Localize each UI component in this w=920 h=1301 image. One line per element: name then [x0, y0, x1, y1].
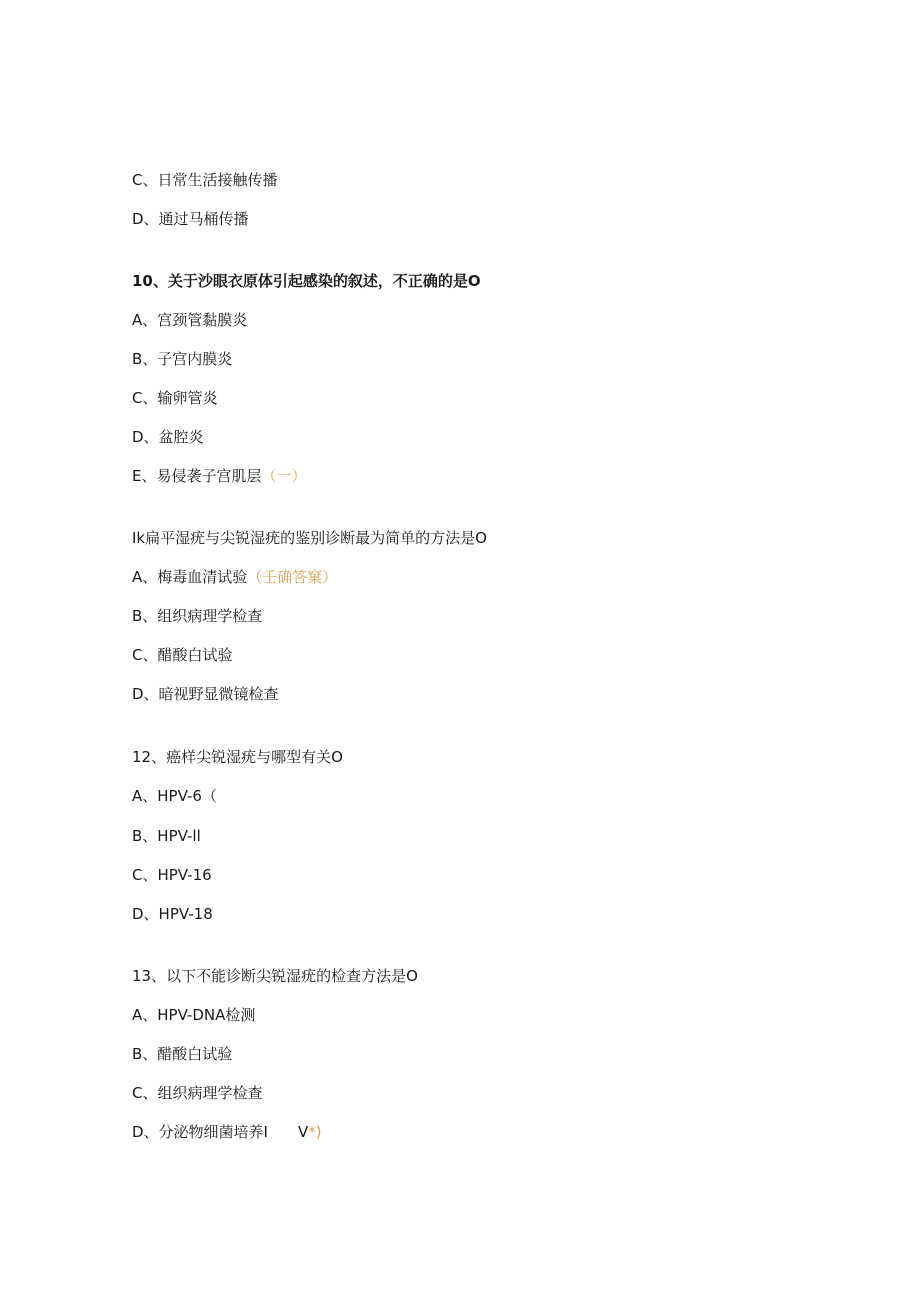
- answer-annotation: （壬确答窠）: [247, 568, 338, 586]
- q13-option-a: A、HPV-DNA检测: [132, 1006, 256, 1024]
- q12-option-d: D、HPV-18: [132, 905, 213, 923]
- q10-option-d: D、盆腔炎: [132, 428, 204, 446]
- q10-option-e: E、易侵袭子宫肌层（一）: [132, 467, 307, 485]
- q12-question: 12、癌样尖锐湿疣与哪型有关O: [132, 748, 343, 766]
- q11-question: Ik扁平湿疣与尖锐湿疣的鉴别诊断最为简单的方法是O: [132, 529, 487, 547]
- q11-option-c: C、醋酸白试验: [132, 646, 233, 664]
- q12-option-b: B、HPV-ll: [132, 827, 201, 845]
- q9-option-c: C、日常生活接触传播: [132, 171, 278, 189]
- q13-option-c: C、组织病理学检查: [132, 1084, 263, 1102]
- answer-annotation: *): [308, 1123, 322, 1141]
- answer-annotation: （一）: [261, 467, 307, 485]
- q9-option-d: D、通过马桶传播: [132, 210, 249, 228]
- q11-option-a: A、梅毒血清试验（壬确答窠）: [132, 568, 338, 586]
- q11-option-d: D、暗视野显微镜检查: [132, 685, 279, 703]
- q10-option-c: C、输卵管炎: [132, 389, 218, 407]
- q12-option-c: C、HPV-16: [132, 866, 212, 884]
- q12-option-a: A、HPV-6（: [132, 787, 217, 805]
- q10-option-a: A、宫颈管黏膜炎: [132, 311, 248, 329]
- q13-option-d: D、分泌物细菌培养I V*): [132, 1123, 322, 1141]
- q10-question: 10、关于沙眼衣原体引起感染的叙述，不正确的是O: [132, 272, 481, 290]
- q10-option-b: B、子宫内膜炎: [132, 350, 233, 368]
- q11-option-b: B、组织病理学检查: [132, 607, 263, 625]
- q13-question: 13、以下不能诊断尖锐湿疣的检查方法是O: [132, 967, 418, 985]
- q13-option-b: B、醋酸白试验: [132, 1045, 233, 1063]
